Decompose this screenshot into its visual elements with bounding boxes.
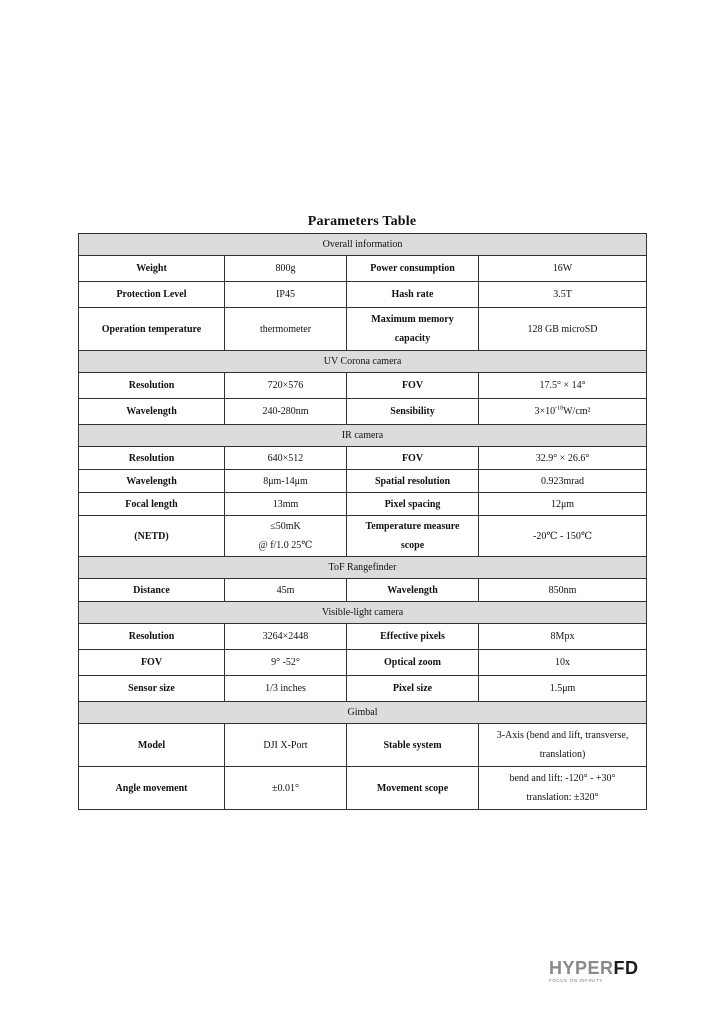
section-title: Gimbal xyxy=(79,702,647,724)
param-label: Resolution xyxy=(79,373,225,399)
param-value: 850nm xyxy=(479,579,647,602)
param-label: Hash rate xyxy=(347,282,479,308)
param-value: 800g xyxy=(225,256,347,282)
sensibility-exponent: -18 xyxy=(555,405,564,412)
section-header-gimbal xyxy=(79,702,647,724)
table-row xyxy=(79,282,647,308)
label-line: scope xyxy=(400,540,425,551)
parameters-table xyxy=(78,233,647,810)
param-label: Stable system xyxy=(347,724,479,767)
param-value: -20℃ - 150℃ xyxy=(479,516,647,557)
param-label: Effective pixels xyxy=(347,624,479,650)
param-value: 9° -52° xyxy=(225,650,347,676)
value-line: bend and lift: -120° - +30° xyxy=(509,773,616,784)
hyperfd-logo xyxy=(549,958,674,988)
param-value xyxy=(225,516,347,557)
param-label: Resolution xyxy=(79,624,225,650)
table-row xyxy=(79,516,647,557)
table-row xyxy=(79,650,647,676)
param-label: Wavelength xyxy=(347,579,479,602)
param-label: Wavelength xyxy=(79,470,225,493)
section-header-visible xyxy=(79,602,647,624)
param-label xyxy=(347,308,479,351)
table-row xyxy=(79,373,647,399)
param-value: 128 GB microSD xyxy=(479,308,647,351)
param-value: 16W xyxy=(479,256,647,282)
table-row xyxy=(79,493,647,516)
label-line: capacity xyxy=(394,333,431,344)
sensibility-base: 3×10 xyxy=(534,406,556,417)
param-value: 45m xyxy=(225,579,347,602)
label-line: Temperature measure xyxy=(365,521,460,532)
section-title: IR camera xyxy=(79,425,647,447)
param-value: 1.5μm xyxy=(479,676,647,702)
section-title: UV Corona camera xyxy=(79,351,647,373)
param-label: Weight xyxy=(79,256,225,282)
param-label: Power consumption xyxy=(347,256,479,282)
value-line: @ f/1.0 25℃ xyxy=(258,540,313,551)
param-label: FOV xyxy=(347,447,479,470)
logo-tagline: FOCUS ON INFINITY xyxy=(549,978,603,983)
param-value: 640×512 xyxy=(225,447,347,470)
section-title: Visible-light camera xyxy=(79,602,647,624)
logo-wordmark xyxy=(549,958,674,978)
param-label: Resolution xyxy=(79,447,225,470)
param-value: thermometer xyxy=(225,308,347,351)
param-label: Sensibility xyxy=(347,399,479,425)
param-value: 8Mpx xyxy=(479,624,647,650)
table-row xyxy=(79,447,647,470)
param-value: 3264×2448 xyxy=(225,624,347,650)
param-value: 240-280nm xyxy=(225,399,347,425)
param-label: Movement scope xyxy=(347,767,479,810)
param-label: Operation temperature xyxy=(79,308,225,351)
page-title: Parameters Table xyxy=(307,214,417,229)
table-row xyxy=(79,256,647,282)
param-label: FOV xyxy=(347,373,479,399)
sensibility-unit: W/cm² xyxy=(563,406,591,417)
param-value: DJI X-Port xyxy=(225,724,347,767)
table-row xyxy=(79,767,647,810)
table-row xyxy=(79,579,647,602)
param-value xyxy=(479,724,647,767)
param-label: FOV xyxy=(79,650,225,676)
param-label: Pixel size xyxy=(347,676,479,702)
table-row xyxy=(79,724,647,767)
param-label: Distance xyxy=(79,579,225,602)
param-value xyxy=(479,399,647,425)
section-header-tof xyxy=(79,557,647,579)
param-value: IP45 xyxy=(225,282,347,308)
param-value: 720×576 xyxy=(225,373,347,399)
logo-fd: FD xyxy=(613,958,639,978)
logo-hyper: HYPER xyxy=(549,958,614,978)
param-value: 1/3 inches xyxy=(225,676,347,702)
param-value: ±0.01° xyxy=(225,767,347,810)
table-row xyxy=(79,624,647,650)
param-value: 10x xyxy=(479,650,647,676)
value-line: translation) xyxy=(539,749,586,760)
section-header-uv xyxy=(79,351,647,373)
param-label: Protection Level xyxy=(79,282,225,308)
param-label: Angle movement xyxy=(79,767,225,810)
table-row xyxy=(79,399,647,425)
section-header-overall xyxy=(79,234,647,256)
value-line: translation: ±320° xyxy=(526,792,599,803)
param-label: Wavelength xyxy=(79,399,225,425)
param-label: Optical zoom xyxy=(347,650,479,676)
param-label: Pixel spacing xyxy=(347,493,479,516)
param-label: (NETD) xyxy=(79,516,225,557)
param-value: 3.5T xyxy=(479,282,647,308)
section-title: Overall information xyxy=(79,234,647,256)
param-value: 0.923mrad xyxy=(479,470,647,493)
param-value xyxy=(479,767,647,810)
table-row xyxy=(79,676,647,702)
param-value: 12μm xyxy=(479,493,647,516)
table-row xyxy=(79,308,647,351)
table-row xyxy=(79,470,647,493)
section-header-ir xyxy=(79,425,647,447)
param-value: 13mm xyxy=(225,493,347,516)
label-line: Maximum memory xyxy=(371,314,454,325)
value-line: 3-Axis (bend and lift, transverse, xyxy=(496,730,629,741)
section-title: ToF Rangefinder xyxy=(79,557,647,579)
param-value: 32.9° × 26.6° xyxy=(479,447,647,470)
param-label: Spatial resolution xyxy=(347,470,479,493)
param-label: Focal length xyxy=(79,493,225,516)
param-value: 8μm-14μm xyxy=(225,470,347,493)
value-line: ≤50mK xyxy=(270,521,301,532)
param-label: Model xyxy=(79,724,225,767)
param-value: 17.5° × 14° xyxy=(479,373,647,399)
param-label: Sensor size xyxy=(79,676,225,702)
param-label xyxy=(347,516,479,557)
